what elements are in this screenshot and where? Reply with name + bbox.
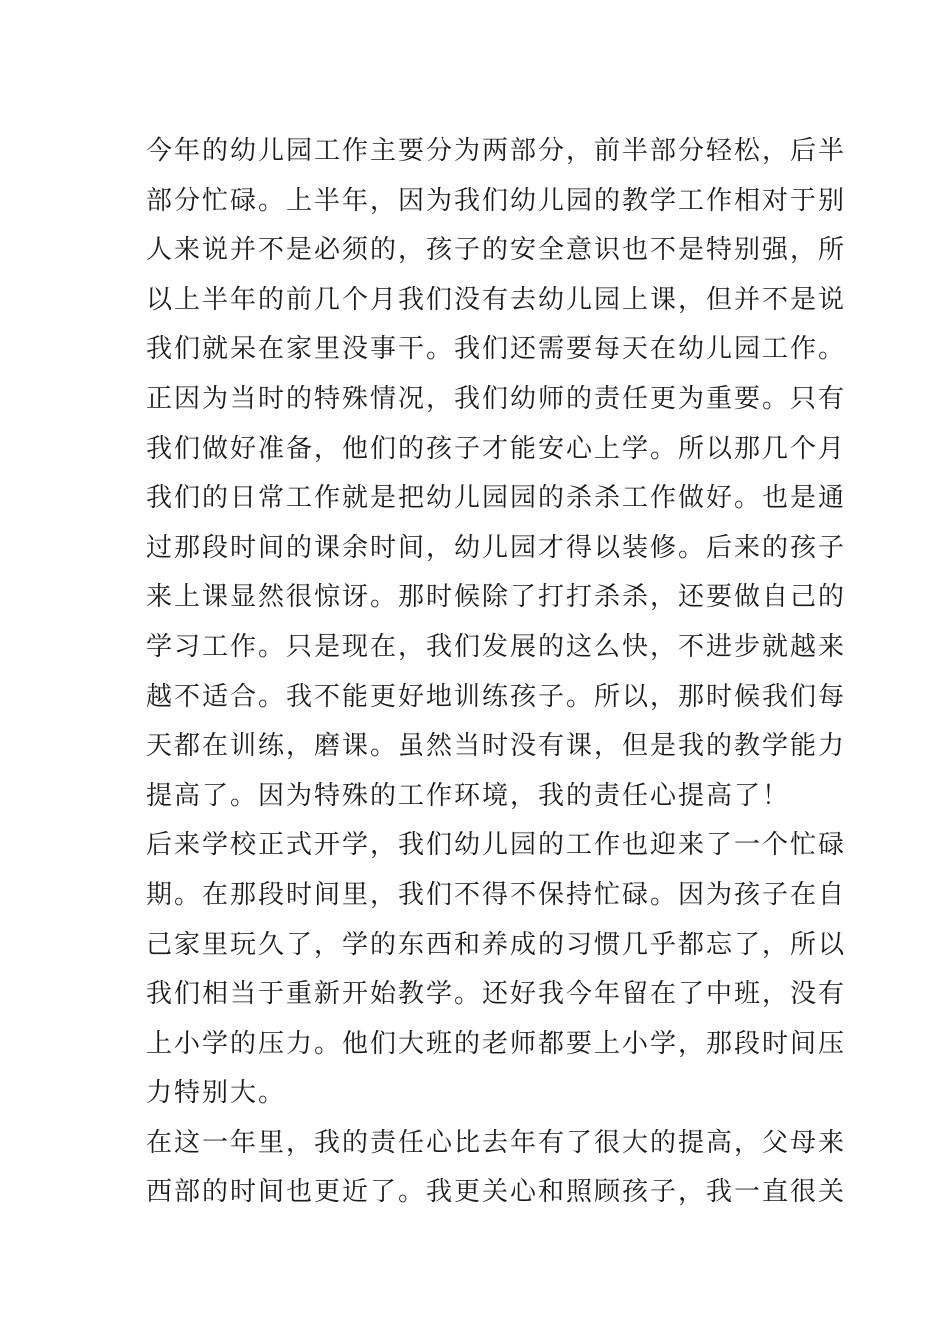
text-line: 以上半年的前几个月我们没有去幼儿园上课，但并不是说 xyxy=(146,284,847,315)
text-line: 我们就呆在家里没事干。我们还需要每天在幼儿园工作。 xyxy=(146,334,847,365)
text-line: 天都在训练，磨课。虽然当时没有课，但是我的教学能力 xyxy=(146,731,847,762)
text-line: 过那段时间的课余时间，幼儿园才得以装修。后来的孩子 xyxy=(146,532,847,563)
text-line: 我们做好准备，他们的孩子才能安心上学。所以那几个月 xyxy=(146,433,847,464)
text-line: 在这一年里，我的责任心比去年有了很大的提高，父母来 xyxy=(146,1127,847,1158)
text-line: 来上课显然很惊讶。那时候除了打打杀杀，还要做自己的 xyxy=(146,582,847,613)
text-line: 今年的幼儿园工作主要分为两部分，前半部分轻松，后半 xyxy=(146,136,847,166)
paragraph-3 xyxy=(146,1119,847,1218)
text-line: 上小学的压力。他们大班的老师都要上小学，那段时间压 xyxy=(146,1028,847,1059)
text-line: 部分忙碌。上半年，因为我们幼儿园的教学工作相对于别 xyxy=(146,185,847,216)
text-line: 力特别大。 xyxy=(146,1078,287,1109)
paragraph-1 xyxy=(146,127,847,821)
text-line: 越不适合。我不能更好地训练孩子。所以，那时候我们每 xyxy=(146,681,847,712)
text-line: 后来学校正式开学，我们幼儿园的工作也迎来了一个忙碌 xyxy=(146,830,847,861)
text-line: 人来说并不是必须的，孩子的安全意识也不是特别强，所 xyxy=(146,235,847,266)
text-line: 正因为当时的特殊情况，我们幼师的责任更为重要。只有 xyxy=(146,383,847,414)
text-line: 己家里玩久了，学的东西和养成的习惯几乎都忘了，所以 xyxy=(146,929,847,960)
text-line: 我们的日常工作就是把幼儿园园的杀杀工作做好。也是通 xyxy=(146,483,847,514)
paragraph-2 xyxy=(146,821,847,1119)
text-line: 我们相当于重新开始教学。还好我今年留在了中班，没有 xyxy=(146,979,847,1010)
text-line: 提高了。因为特殊的工作环境，我的责任心提高了！ xyxy=(146,780,791,811)
text-line: 学习工作。只是现在，我们发展的这么快，不进步就越来 xyxy=(146,631,847,662)
body-text xyxy=(146,127,847,1218)
text-line: 西部的时间也更近了。我更关心和照顾孩子，我一直很关 xyxy=(146,1177,847,1208)
text-line: 期。在那段时间里，我们不得不保持忙碌。因为孩子在自 xyxy=(146,879,847,910)
